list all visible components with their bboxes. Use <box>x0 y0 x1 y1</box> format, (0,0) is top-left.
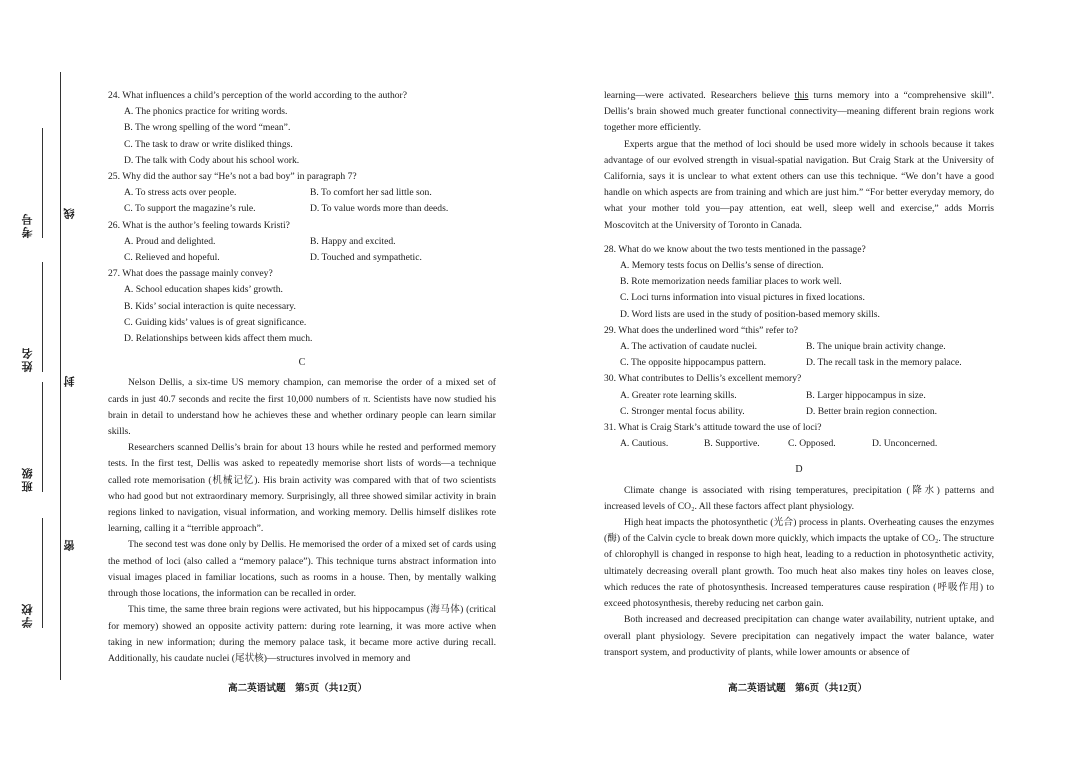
school-line <box>42 518 43 628</box>
question-28: 28. What do we know about the two tests mentioned in the passage? <box>604 243 866 255</box>
q30-options-row-2 <box>620 404 994 420</box>
q28-option-a: A. Memory tests focus on Dellis’s sense of direction. <box>620 260 824 272</box>
q25-options-row-1 <box>124 185 496 201</box>
q26-options-row-1 <box>124 234 496 250</box>
q30-option-d: D. Better brain region connection. <box>806 405 938 417</box>
question-26: 26. What is the author’s feeling towards Kristi? <box>108 219 290 231</box>
class-line <box>42 382 43 492</box>
q26-option-c: C. Relieved and hopeful. <box>124 252 220 264</box>
q27-option-c: C. Guiding kids’ values is of great significance. <box>124 316 307 328</box>
q26-option-d: D. Touched and sympathetic. <box>310 252 422 264</box>
q27-option-a: A. School education shapes kids’ growth. <box>124 284 283 296</box>
name-label: 姓名 <box>22 346 34 372</box>
q24-option-b: B. The wrong spelling of the word “mean”. <box>124 122 291 134</box>
exam-number-line <box>42 128 43 238</box>
q25-option-c: C. To support the magazine’s rule. <box>124 203 256 215</box>
question-25: 25. Why did the author say “He’s not a bad boy” in paragraph 7? <box>108 171 357 183</box>
question-27: 27. What does the passage mainly convey? <box>108 268 273 280</box>
q28-option-c: C. Loci turns information into visual pictures in fixed locations. <box>620 292 865 304</box>
binding-mark-secret: 密 <box>64 540 76 551</box>
passage-c-paragraph-3: The second test was done only by Dellis. He memorised the order of a mixed set of cards using the method of loci (also called a “memory palace”). This technique turns abstract information into visual images placed in familiar locations, such as rooms in a house. Then, by mentally walking through those locations, the information can be recalled in order. <box>108 539 496 600</box>
q29-options-row-2 <box>620 355 994 371</box>
q28-option-d: D. Word lists are used in the study of position-based memory skills. <box>620 308 880 320</box>
name-field <box>20 262 48 372</box>
passage-c-continued-paragraph <box>604 88 994 137</box>
q29-option-a: A. The activation of caudate nuclei. <box>620 341 758 353</box>
name-line <box>42 262 43 372</box>
q31-options-row <box>620 436 994 452</box>
q30-option-b: B. Larger hippocampus in size. <box>806 389 926 401</box>
page-footer-right: 高二英语试题 第6页（共12页） <box>728 683 868 694</box>
passage-c-paragraph-2: Researchers scanned Dellis’s brain for about 13 hours while he rested and performed memory tests. In the first test, Dellis was asked to repeatedly memorise short lists of words—a technique called rote memorisation (机械记忆). His brain activity was compared with that of two scientists who had good but not extraordinary memory. Surprisingly, all three showed similar activity in brain regions linked to navigation, visual information, and working memory. Dellis himself dislikes rote learning, calling it a “terrible approach”. <box>108 442 496 535</box>
passage-c-paragraph-4: This time, the same three brain regions were activated, but his hippocampus (海马体) (critical for memory) showed an opposite activity pattern: during rote learning, it was more active when taking in new information; during the memory palace task, it became more active during recall. Additionally, his caudate nuclei (尾状核)—structures involved in memory and <box>108 604 496 664</box>
q29-option-c: C. The opposite hippocampus pattern. <box>620 357 766 369</box>
q24-option-d: D. The talk with Cody about his school work. <box>124 154 300 166</box>
section-d-heading: D <box>795 464 803 476</box>
school-field <box>20 518 48 628</box>
question-31: 31. What is Craig Stark’s attitude toward the use of loci? <box>604 422 822 434</box>
q29-option-b: B. The unique brain activity change. <box>806 341 946 353</box>
q26-options-row-2 <box>124 250 496 266</box>
q25-option-a: A. To stress acts over people. <box>124 187 237 199</box>
q31-option-d: D. Unconcerned. <box>872 438 938 450</box>
q26-option-b: B. Happy and excited. <box>310 235 396 247</box>
question-24: 24. What influences a child’s perception of the world according to the author? <box>108 90 407 101</box>
passage-c-paragraph-experts: Experts argue that the method of loci should be used more widely in schools because it takes advantage of our evolved strength in visual-spatial navigation. But Craig Stark at the University of California, says it is unclear to what extent others can use this technique. “We don’t have a good handle on which aspects are from training and which are just him.” “For better everyday memory, do what your mother told you—pay attention, eat well, sleep well and exercise,” adds Morris Moscovitch at the University of Toronto in Canada. <box>604 138 994 231</box>
class-label: 班级 <box>22 466 34 492</box>
passage-d-paragraph-1: Climate change is associated with rising temperatures, precipitation (降水) patterns and increased levels of CO₂. All these factors affect plant physiology. <box>604 484 994 512</box>
passage-d-paragraph-2: High heat impacts the photosynthetic (光合) process in plants. Overheating causes the enzymes (酶) of the Calvin cycle to break down more quickly, which impacts the uptake of CO₂. The structure of chlorophyll is changed in response to high heat, leading to a reduction in photosynthetic activity, ultimately decreasing overall plant growth. Too much heat also makes tiny holes on leaves close, which reduces the rate of photosynthesis. Increased temperatures cause respiration (呼吸作用) to exceed photosynthesis, thereby reducing net carbon gain. <box>604 517 994 610</box>
left-column <box>108 88 496 667</box>
passage-c-paragraph-1: Nelson Dellis, a six-time US memory champion, can memorise the order of a mixed set of cards in just 40.7 seconds and recite the first 10,000 numbers of π. Scientists have now studied his brain in detail to understand how he achieves these and whether ordinary people can learn similar skills. <box>108 377 496 438</box>
question-30: 30. What contributes to Dellis’s excellent memory? <box>604 373 802 385</box>
class-field <box>20 382 48 492</box>
q31-option-a: A. Cautious. <box>620 438 669 450</box>
passage-d-paragraph-3: Both increased and decreased precipitation can change water availability, nutrient uptake, and overall plant physiology. Severe precipitation can negatively impact the water balance, water transport system, and productivity of plants, while lower amounts or absence of <box>604 614 994 658</box>
q31-option-c: C. Opposed. <box>788 438 836 450</box>
q27-option-b: B. Kids’ social interaction is quite necessary. <box>124 300 296 312</box>
exam-number-field <box>20 128 48 238</box>
page-footer-left: 高二英语试题 第5页（共12页） <box>228 683 368 694</box>
right-column <box>604 88 994 661</box>
q30-option-a: A. Greater rote learning skills. <box>620 389 737 401</box>
q24-option-a: A. The phonics practice for writing words. <box>124 106 288 118</box>
q29-options-row-1 <box>620 339 994 355</box>
spacer <box>604 234 994 242</box>
q25-options-row-2 <box>124 201 496 217</box>
q29-option-d: D. The recall task in the memory palace. <box>806 357 962 369</box>
q30-options-row-1 <box>620 388 994 404</box>
section-c-heading: C <box>298 357 306 369</box>
binding-mark-line: 线 <box>64 208 76 219</box>
exam-number-label: 考号 <box>22 212 34 238</box>
q30-option-c: C. Stronger mental focus ability. <box>620 405 745 417</box>
q25-option-b: B. To comfort her sad little son. <box>310 187 432 199</box>
q31-option-b: B. Supportive. <box>704 438 760 450</box>
q28-option-b: B. Rote memorization needs familiar places to work well. <box>620 276 842 288</box>
q27-option-d: D. Relationships between kids affect them much. <box>124 333 313 345</box>
p1-text-before: learning—were activated. Researchers believe <box>604 90 795 101</box>
binding-mark-seal: 封 <box>64 376 76 387</box>
q26-option-a: A. Proud and delighted. <box>124 235 216 247</box>
question-29: 29. What does the underlined word “this” refer to? <box>604 324 799 336</box>
q24-option-c: C. The task to draw or write disliked things. <box>124 138 293 150</box>
school-label: 学校 <box>22 602 34 628</box>
q25-option-d: D. To value words more than deeds. <box>310 203 449 215</box>
binding-line <box>60 72 61 680</box>
p1-text-after: turns memory into a “comprehensive skill”. Dellis’s brain showed much greater functional connectivity—meaning different brain regions work together more efficiently. <box>604 90 994 134</box>
underlined-word-this: this <box>794 90 809 101</box>
